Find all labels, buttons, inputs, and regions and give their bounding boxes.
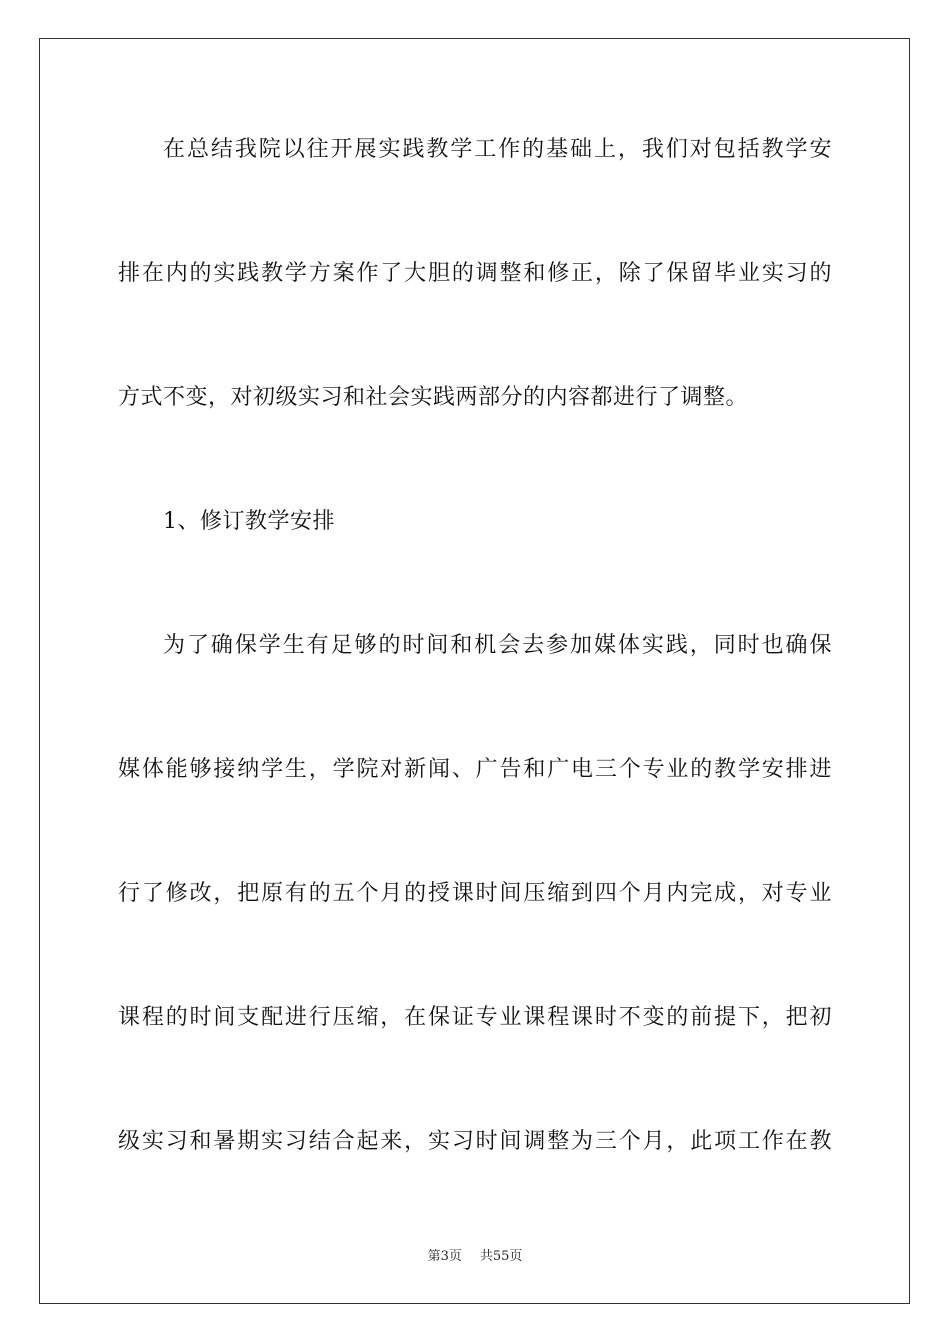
paragraph-line: 行了修改，把原有的五个月的授课时间压缩到四个月内完成，对专业	[118, 881, 832, 906]
page-number: 第3页	[427, 1249, 462, 1264]
paragraph-line: 课程的时间支配进行压缩，在保证专业课程课时不变的前提下，把初	[118, 1005, 832, 1030]
page-total: 共55页	[479, 1249, 523, 1264]
paragraph-line: 为了确保学生有足够的时间和机会去参加媒体实践，同时也确保	[163, 633, 832, 658]
section-heading: 1、修订教学安排	[163, 509, 335, 534]
paragraph-line: 排在内的实践教学方案作了大胆的调整和修正，除了保留毕业实习的	[118, 261, 832, 286]
page-footer	[0, 1248, 950, 1266]
paragraph-line: 级实习和暑期实习结合起来，实习时间调整为三个月，此项工作在教	[118, 1129, 832, 1154]
page-border	[39, 38, 910, 1304]
paragraph-line: 在总结我院以往开展实践教学工作的基础上，我们对包括教学安	[163, 137, 832, 162]
paragraph-line: 方式不变，对初级实习和社会实践两部分的内容都进行了调整。	[118, 385, 749, 410]
paragraph-line: 媒体能够接纳学生，学院对新闻、广告和广电三个专业的教学安排进	[118, 757, 832, 782]
